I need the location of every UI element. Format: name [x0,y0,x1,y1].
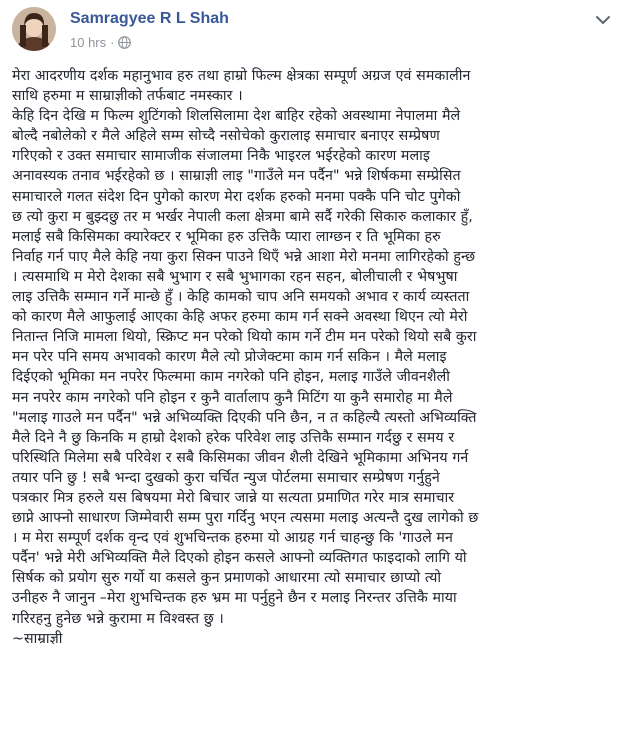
post-line: "मलाइ गाउले मन पर्दैन" भन्ने अभिव्यक्ति दिएकी पनि छैन, न त कहिल्यै त्यस्तो अभिव्यक्ति [12,409,477,426]
post-line: गरिएको र उक्त समाचार सामाजीक संजालमा निकै भाइरल भईरहेको कारण मलाइ [12,148,430,165]
post-timestamp[interactable]: 10 hrs [70,34,107,50]
post-line: छाप्ने आफ्नो साधारण जिम्मेवारी सम्म पुरा गर्दिनु भएन त्यसमा मलाइ अत्यन्तै दुख लागेको छ [12,510,479,527]
globe-icon[interactable] [118,36,131,49]
post-line: अनावस्यक तनाव भईरहेको छ । साम्राज्ञी लाइ "गाउँले मन पर्दैन" भन्ने शिर्षकमा सम्प्रेसित [12,168,461,185]
post-line: दिईएको भूमिका मन नपरेर फिल्ममा काम नगरेको पनि होइन, मलाइ गाउँले जीवनशैली [12,369,450,386]
post-line: निर्वाह गर्न पाए मैले केहि नया कुरा सिक्न पाउने थिएँ भन्ने आशा मेरो मनमा लागिरहेको हुन्छ [12,248,476,265]
avatar[interactable] [12,7,56,51]
post-line: बोल्दै नबोलेको र मैले अहिले सम्म सोच्दै नसोचेको कुरालाइ समाचार बनाएर सम्प्रेषण [12,128,440,145]
post-meta [70,34,131,50]
post-line: मैले दिने नै छु किनकि म हाम्रो देशको हरेक परिवेश लाइ उत्तिकै सम्मान गर्दछु र समय र [12,429,455,446]
post-line: पत्रकार मित्र हरुले यस बिषयमा मेरो बिचार जान्ने या सत्यता प्रमाणित गरेर मात्र समाचार [12,489,455,506]
post-line: तयार पनि छु ! सबै भन्दा दुखको कुरा चर्चित न्युज पोर्टलमा समाचार सम्प्रेषण गर्नुहुने [12,469,440,486]
post-line: लाइ उत्तिकै सम्मान गर्ने मान्छे हुँ । केहि कामको चाप अनि समयको अभाव र कार्य व्यस्तता [12,289,470,306]
post-line: छ त्यो कुरा म बुझ्दछु तर म भर्खर नेपाली कला क्षेत्रमा बामे सर्दै गरेकी सिकारु कलाकार हुँ, [12,208,473,225]
post-line: परिस्थिति मिलेमा सबै परिवेश र सबै किसिमका जीवन शैली देखिने भूमिकामा अभिनय गर्न [12,449,469,466]
post-header [0,0,625,62]
post-line: उनीहरु नै जानुन –मेरा शुभचिन्तक हरु भ्रम मा पर्नुहुने छैन र मलाइ निरन्तर उत्तिकै माया [12,590,457,607]
post-line: । त्यसमाथि म मेरो देशका सबै भुभाग र सबै भुभागका रहन सहन, बोलीचाली र भेषभुषा [12,268,458,285]
post-line: मन परेर पनि समय अभावको कारण मैले त्यो प्रोजेक्टमा काम गर्न सकिन । मैले मलाइ [12,349,447,366]
post-body [12,66,616,649]
post-line: समाचारले गलत संदेश दिन पुगेको कारण मेरा दर्शक हरुको मनमा पक्कै पनि चोट पुगेको [12,188,461,205]
post-line: मेरा आदरणीय दर्शक महानुभाव हरु तथा हाम्रो फिल्म क्षेत्रका सम्पूर्ण अग्रज एवं समकालीन [12,68,471,84]
post-line: गरिरहनु हुनेछ भन्ने कुरामा म विश्वस्त छु । [12,610,224,627]
post-line: साथि हरुमा म साम्राज्ञीको तर्फबाट नमस्कार । [12,88,243,105]
post-line: मलाई सबै किसिमका क्यारेक्टर र भूमिका हरु उत्तिकै प्यारा लाग्छन र ति भूमिका हरु [12,228,441,245]
post-line: मन नपरेर काम नगरेको पनि होइन र कुनै वार्तालाप कुनै मिटिंग या कुनै समारोह मा मैले [12,389,453,406]
post-line: । म मेरा सम्पूर्ण दर्शक वृन्द एवं शुभचिन्तक हरुमा यो आग्रह गर्न चाहन्छु कि 'गाउले मन [12,530,453,547]
chevron-down-icon[interactable] [593,10,613,30]
post-line: सिर्षक को प्रयोग सुरु गर्यो या कसले कुन प्रमाणको आधारमा त्यो समाचार छाप्यो त्यो [12,570,442,587]
post-line: पर्दैन' भन्ने मेरी अभिव्यक्ति मैले दिएको होइन कसले आफ्नो व्यक्तिगत फाइदाको लागि यो [12,550,467,567]
post-line: केहि दिन देखि म फिल्म शुटिंगको शिलसिलामा देश बाहिर रहेको अवस्थामा नेपालमा मैले [12,108,461,125]
post-signature: ~साम्राज्ञी [12,630,63,647]
meta-separator: · [110,34,115,50]
post-line: नितान्त निजि मामला थियो, स्क्रिप्ट मन परेको थियो काम गर्ने टीम मन परेको थियो सबै कुरा [12,329,477,346]
post-line: को कारण मैले आफुलाई आएका केहि अफर हरुमा काम गर्न सक्ने अवस्था थिएन त्यो मेरो [12,309,468,326]
author-name[interactable]: Samragyee R L Shah [70,10,229,27]
avatar-image [12,7,56,51]
